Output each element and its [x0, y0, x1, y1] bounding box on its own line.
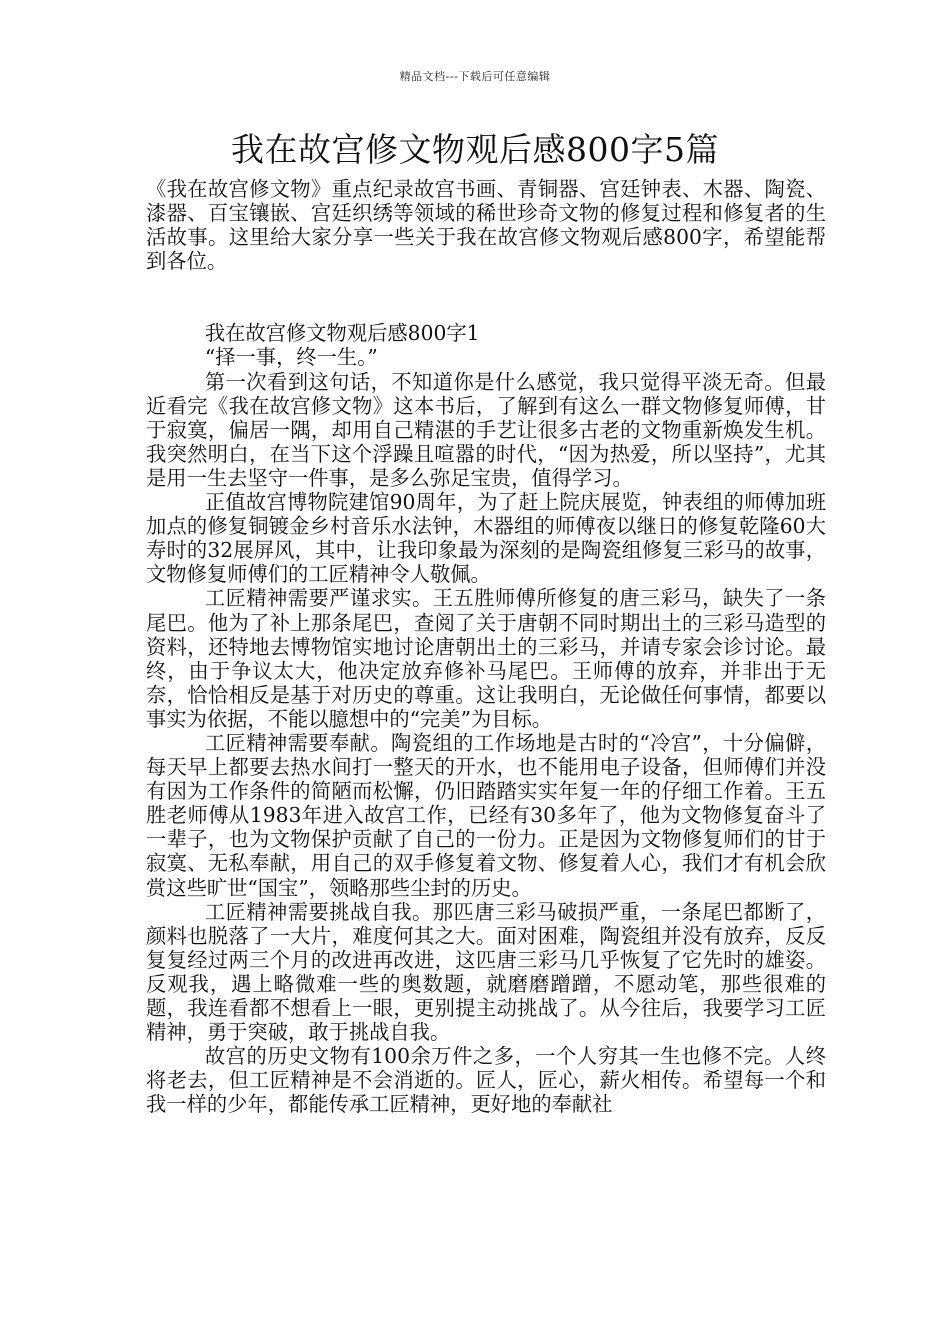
paragraph-gap [146, 273, 826, 321]
quote-line: “择一事，终一生。” [204, 345, 378, 370]
body-paragraph: 工匠精神需要严谨求实。王五胜师傅所修复的唐三彩马，缺失了一条尾巴。他为了补上那条尾巴，查阅了关于唐朝不同时期出土的三彩马造型的资料，还特地去博物馆实地讨论唐朝出土的三彩马，并请专家会诊讨论。最终，由于争议太大，他决定放弃修补马尾巴。王师傅的放弃，并非出于无奈，恰恰相反是基于对历史的尊重。这让我明白，无论做任何事情，都要以事实为依据，不能以臆想中的“完美”为目标。 [146, 586, 826, 731]
section-heading: 我在故宫修文物观后感800字1 [204, 321, 480, 346]
body-paragraph: 工匠精神需要挑战自我。那匹唐三彩马破损严重，一条尾巴都断了，颜料也脱落了一大片，难度何其之大。面对困难，陶瓷组并没有放弃，反反复复经过两三个月的改进再改进，这匹唐三彩马几乎恢复了它先时的雄姿。反观我，遇上略微难一些的奥数题，就磨磨蹭蹭，不愿动笔，那些很难的题，我连看都不想看上一眼，更别提主动挑战了。从今往后，我要学习工匠精神，勇于突破，敢于挑战自我。 [146, 899, 826, 1045]
header-note: 精品文档---下载后可任意编辑 [399, 70, 551, 83]
document-title: 我在故宫修文物观后感800字5篇 [231, 130, 719, 169]
body-paragraph: 故宫的历史文物有100余万件之多，一个人穷其一生也修不完。人终将老去，但工匠精神是不会消逝的。匠人，匠心，薪火相传。希望每一个和我一样的少年，都能传承工匠精神，更好地的奉献社 [146, 1044, 826, 1117]
intro-paragraph: 《我在故宫修文物》重点纪录故宫书画、青铜器、宫廷钟表、木器、陶瓷、漆器、百宝镶嵌、宫廷织绣等领域的稀世珍奇文物的修复过程和修复者的生活故事。这里给大家分享一些关于我在故宫修文物观后感800字，希望能帮到各位。 [146, 177, 826, 274]
body-paragraph: 第一次看到这句话，不知道你是什么感觉，我只觉得平淡无奇。但最近看完《我在故宫修文物》这本书后，了解到有这么一群文物修复师傅，甘于寂寞，偏居一隅，却用自己精湛的手艺让很多古老的文物重新焕发生机。我突然明白，在当下这个浮躁且喧嚣的时代，“因为热爱，所以坚持”，尤其是用一生去坚守一件事，是多么弥足宝贵，值得学习。 [146, 369, 826, 490]
body-paragraph: 正值故宫博物院建馆90周年，为了赶上院庆展览，钟表组的师傅加班加点的修复铜镀金乡村音乐水法钟，木器组的师傅夜以继日的修复乾隆60大寿时的32展屏风，其中，让我印象最为深刻的是陶瓷组修复三彩马的故事，文物修复师傅们的工匠精神令人敬佩。 [146, 490, 826, 587]
document-body [146, 177, 826, 1116]
body-paragraph: 工匠精神需要奉献。陶瓷组的工作场地是古时的“冷宫”，十分偏僻，每天早上都要去热水间打一整天的开水，也不能用电子设备，但师傅们并没有因为工作条件的简陋而松懈，仍旧踏踏实实年复一年的仔细工作着。王五胜老师傅从1983年进入故宫工作，已经有30多年了，他为文物修复奋斗了一辈子，也为文物保护贡献了自己的一份力。正是因为文物修复师们的甘于寂寞、无私奉献，用自己的双手修复着文物、修复着人心，我们才有机会欣赏这些旷世“国宝”，领略那些尘封的历史。 [146, 730, 826, 900]
